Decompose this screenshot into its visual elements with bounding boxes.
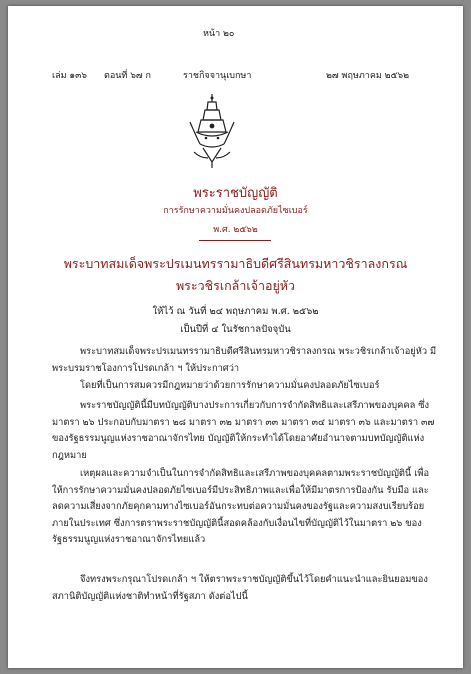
- given-date: ให้ไว้ ณ วันที่ ๒๔ พฤษภาคม พ.ศ. ๒๕๖๒: [152, 306, 319, 317]
- body-paragraph: พระราชบัญญัตินี้มีบทบัญญัติบางประการเกี่ยวกับการจำกัดสิทธิและเสรีภาพของบุคคล ซึ่งมาตรา ๒๖ ประกอบกับมาตรา ๒๘ มาตรา ๓๒ มาตรา ๓๓ มาตรา ๓๔ มาตรา ๓๖ และมาตรา ๓๗ ของรัฐธรรมนูญแห่งราชอาณาจักรไทย บัญญัติให้กระทำได้โดยอาศัยอำนาจตามบทบัญญัติแห่งกฎหมาย: [52, 400, 435, 461]
- document-year: พ.ศ. ๒๕๖๒: [213, 225, 258, 235]
- body-paragraph: พระบาทสมเด็จพระปรเมนทรรามาธิบดีศรีสินทรมหาวชิราลงกรณ พระวชิรเกล้าเจ้าอยู่หัว มีพระบรมราชโองการโปรดเกล้า ฯ ให้ประกาศว่า: [52, 346, 437, 374]
- body-paragraph: โดยที่เป็นการสมควรมีกฎหมายว่าด้วยการรักษาความมั่นคงปลอดภัยไซเบอร์: [80, 380, 380, 391]
- title-divider: [199, 240, 271, 241]
- publication-date: ๒๗ พฤษภาคม ๒๕๖๒: [326, 71, 410, 81]
- body-paragraph: เหตุผลและความจำเป็นในการจำกัดสิทธิและเสรีภาพของบุคคลตามพระราชบัญญัตินี้ เพื่อให้การรักษาความมั่นคงปลอดภัยไซเบอร์มีประสิทธิภาพและเพื่อให้มีมาตรการป้องกัน รับมือ และลดความเสี่ยงจากภัยคุกคามทางไซเบอร์อันกระทบต่อความมั่นคงของรัฐและความสงบเรียบร้อยภายในประเทศ ซึ่งการตราพระราชบัญญัตินี้สอดคล้องกับเงื่อนไขที่บัญญัติไว้ในมาตรา ๒๖ ของรัฐธรรมนูญแห่งราชอาณาจักรไทยแล้ว: [52, 468, 430, 545]
- volume-label: เล่ม ๑๓๖: [52, 71, 87, 81]
- garuda-crown-emblem-icon: [186, 92, 238, 170]
- king-name-line-1: พระบาทสมเด็จพระปรเมนทรรามาธิบดีศรีสินทรมหาวชิราลงกรณ: [63, 256, 408, 271]
- document-title: พระราชบัญญัติ: [193, 186, 278, 201]
- document-subtitle: การรักษาความมั่นคงปลอดภัยไซเบอร์: [163, 206, 308, 216]
- page-number: หน้า ๒๐: [203, 29, 235, 39]
- body-paragraph: จึงทรงพระกรุณาโปรดเกล้า ฯ ให้ตราพระราชบัญญัติขึ้นไว้โดยคำแนะนำและยินยอมของสภานิติบัญญัติแห่งชาติทำหน้าที่รัฐสภา ดังต่อไปนี้: [52, 574, 428, 602]
- part-label: ตอนที่ ๖๗ ก: [104, 71, 151, 81]
- gazette-page: [8, 6, 463, 668]
- king-name-line-2: พระวชิรเกล้าเจ้าอยู่หัว: [175, 278, 296, 293]
- reign-year: เป็นปีที่ ๔ ในรัชกาลปัจจุบัน: [180, 324, 291, 335]
- gazette-name: ราชกิจจานุเบกษา: [183, 71, 252, 81]
